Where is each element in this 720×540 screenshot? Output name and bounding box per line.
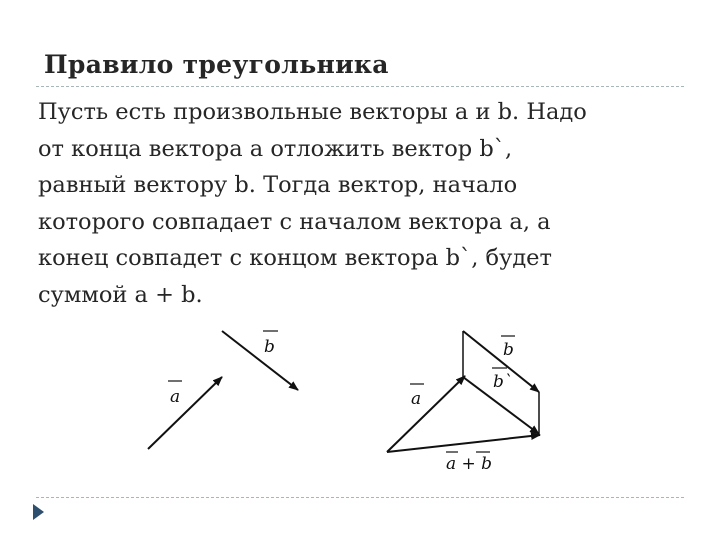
vector-b-prime-label: b` [493, 372, 513, 392]
vector-a-arrow [148, 377, 222, 449]
paragraph-line: Пусть есть произвольные векторы a и b. Надо [38, 99, 587, 125]
footer-bullet-icon [33, 504, 44, 520]
paragraph-line: от конца вектора a отложить вектор b`, [38, 135, 513, 162]
vector-b-arrow [222, 331, 298, 390]
vector-a-label: a [411, 389, 422, 409]
slide-title: Правило треугольника [44, 50, 389, 79]
vector-a-arrow [387, 376, 465, 452]
footer-divider [36, 497, 684, 498]
vector-b-label: b [503, 340, 514, 360]
paragraph-line: суммой a + b. [38, 281, 203, 308]
vector-a-label: a [170, 387, 181, 407]
paragraph-line: которого совпадает с началом вектора a, а [38, 208, 551, 235]
vector-sum-arrow [387, 435, 540, 452]
vector-b-label: b [264, 337, 275, 357]
paragraph-line: конец совпадет с концом вектора b`, будет [38, 245, 552, 271]
right-figure [387, 331, 540, 474]
vector-sum-label: a + b [446, 454, 493, 474]
paragraph-line: равный вектору b. Тогда вектор, начало [38, 172, 518, 198]
left-figure [148, 331, 298, 449]
